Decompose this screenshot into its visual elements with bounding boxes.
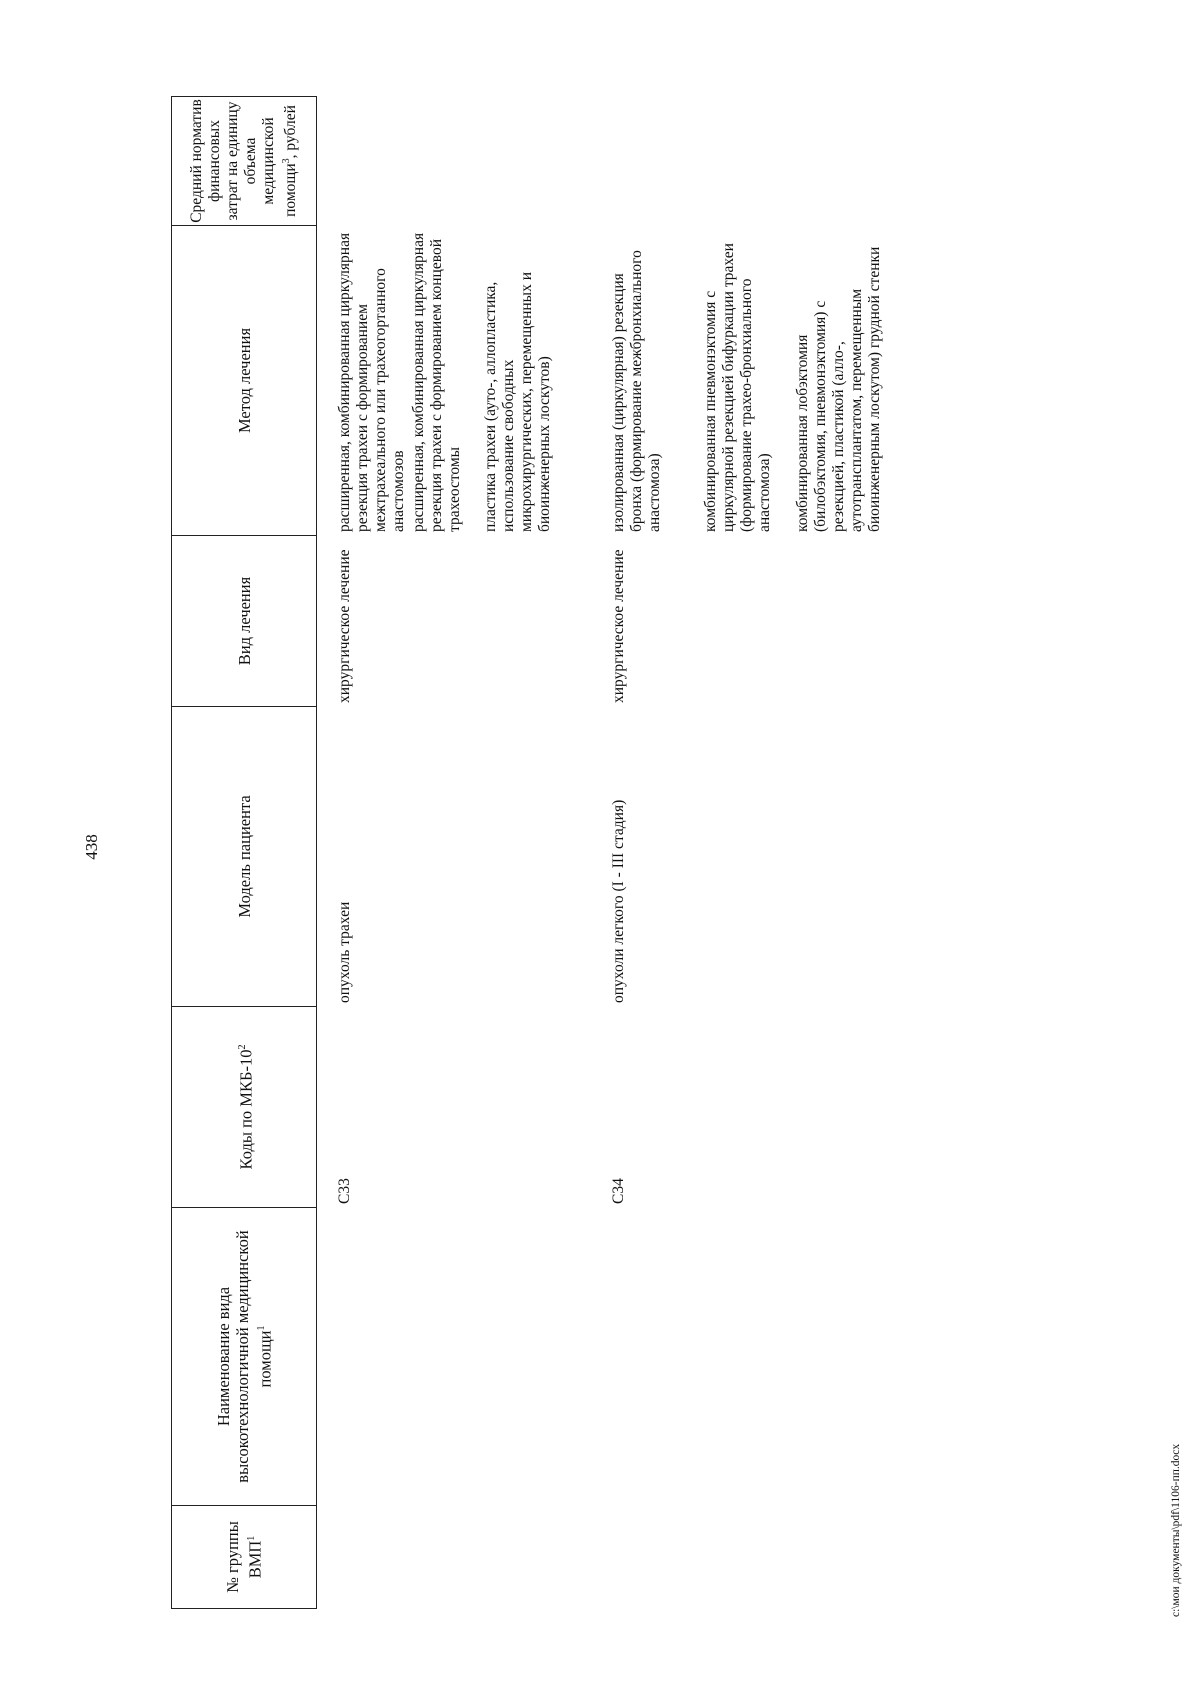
table-row-2-method-3: комбинированная лобэктомия (билобэктомия, пневмонэктомия) с резекцией, пластикой (алло-, аутотрансплантатом, перемещенным биоинженерным лоскутом) грудной стенки bbox=[794, 246, 883, 532]
header-group-number bbox=[171, 1506, 317, 1609]
header-treatment-method bbox=[171, 226, 317, 536]
header-vmp-name bbox=[171, 1208, 317, 1506]
header-treatment-type bbox=[171, 536, 317, 707]
table-row-2-code: C34 bbox=[610, 1178, 627, 1204]
header-cost-standard bbox=[171, 96, 317, 226]
footer-file-path: c:\мои документы\pdf\1106-пп.docx bbox=[1170, 1443, 1182, 1617]
header-group-number-text: № группы ВМП$^1$ bbox=[223, 1521, 265, 1593]
header-treatment-type-text: Вид лечения bbox=[234, 576, 254, 666]
page-number: 438 bbox=[82, 834, 101, 860]
table-row-1-code: C33 bbox=[336, 1178, 353, 1204]
table-row-1-method-2: расширенная, комбинированная циркулярная резекция трахеи с формированием концевой трахеостомы bbox=[410, 232, 463, 532]
table-row-2-method-1: изолированная (циркулярная) резекция бронха (формирование межбронхиального анастомоза) bbox=[610, 250, 663, 532]
header-treatment-method-text: Метод лечения bbox=[234, 327, 254, 434]
header-cost-standard-text: Средний норматив финансовых затрат на единицу объема медицинской помощи$^3$, рублей bbox=[187, 99, 300, 223]
header-icd-codes bbox=[171, 1007, 317, 1208]
header-patient-model bbox=[171, 707, 317, 1007]
table-row-1-method-3: пластика трахеи (ауто-, аллопластика, использование свободных микрохирургических, перемещенных и биоинженерных лоскутов) bbox=[482, 272, 553, 532]
table-row-1-method-1: расширенная, комбинированная циркулярная резекция трахеи с формированием межтрахеального или трахеогортанного анастомозов bbox=[336, 232, 407, 532]
table-row-1-model: опухоль трахеи bbox=[336, 901, 353, 1003]
header-vmp-name-text: Наименование вида высокотехнологичной медицинской помощи$^1$ bbox=[213, 1230, 275, 1483]
table-row-2-method-2: комбинированная пневмонэктомия с циркулярной резекцией бифуркации трахеи (формирование трахео-бронхиального анастомоза) bbox=[702, 243, 773, 532]
table-row-2-treatment-type: хирургическое лечение bbox=[610, 549, 627, 703]
header-patient-model-text: Модель пациента bbox=[234, 795, 254, 918]
table-row-2-model: опухоли легкого (I - III стадия) bbox=[610, 799, 627, 1003]
table-row-1-treatment-type: хирургическое лечение bbox=[336, 549, 353, 703]
header-icd-codes-text: Коды по МКБ-$10^2$ bbox=[236, 1044, 256, 1170]
